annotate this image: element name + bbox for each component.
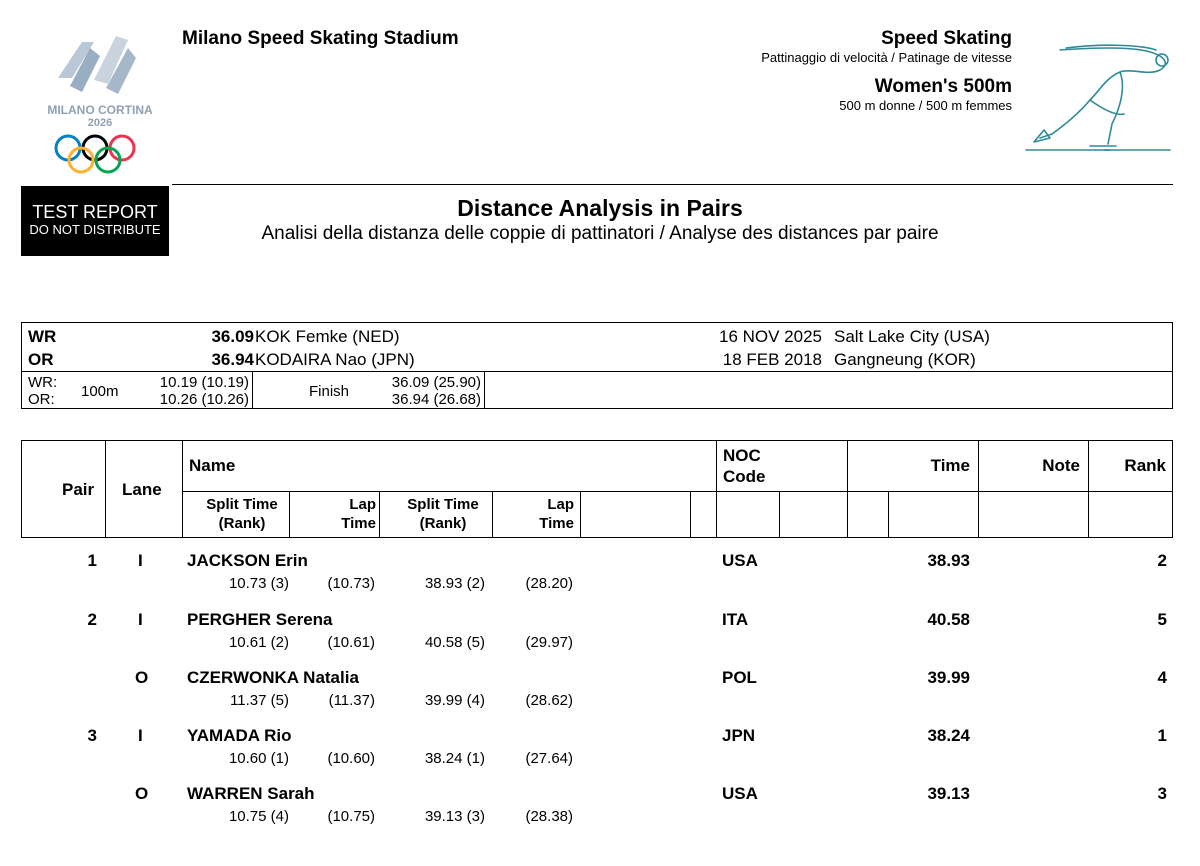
lap-header-line1: Lap: [547, 496, 574, 513]
col-header-name: Name: [189, 456, 236, 475]
event-name: Women's 500m: [874, 76, 1012, 97]
results-header: [21, 440, 1173, 538]
split-distance-label: 100m: [81, 383, 119, 400]
wr-label: WR:: [28, 374, 58, 391]
sport-translations: Pattinaggio di velocità / Patinage de vitesse: [761, 50, 1012, 65]
col-header-note: Note: [1042, 456, 1080, 475]
rank: 3: [1157, 784, 1167, 803]
split-2: 39.99 (4): [424, 692, 485, 709]
col-header-rank: Rank: [1124, 456, 1166, 475]
milano-cortina-2026-logo: [20, 18, 180, 178]
lane: I: [138, 551, 143, 570]
result-row: [21, 667, 1173, 725]
split-header-line1: Split Time: [206, 496, 278, 513]
col-header-pair: Pair: [62, 480, 95, 499]
lap-2: (28.62): [525, 692, 573, 709]
split-1: 10.73 (3): [228, 575, 289, 592]
rank: 4: [1157, 668, 1167, 687]
col-divider: [105, 441, 106, 537]
sub-divider: [379, 491, 380, 537]
final-time: 39.13: [927, 784, 970, 803]
col-divider: [716, 441, 717, 537]
pair-number: 2: [87, 610, 97, 629]
result-row: [21, 783, 1173, 841]
event-header: [761, 28, 1012, 114]
header-rule: [172, 184, 1173, 185]
split-1: 10.61 (2): [228, 634, 289, 651]
split-header-line2: (Rank): [218, 515, 266, 532]
lap-header-line1: Lap: [349, 496, 376, 513]
records-divider-v2: [484, 371, 485, 409]
rank: 5: [1157, 610, 1167, 629]
final-time: 40.58: [927, 610, 970, 629]
rank: 1: [1157, 726, 1167, 745]
noc-code: USA: [722, 551, 758, 570]
athlete-name: YAMADA Rio: [187, 726, 292, 745]
finish-label: Finish: [309, 383, 350, 400]
pair-number: 3: [87, 726, 97, 745]
record-holder: KOK Femke (NED): [255, 327, 400, 346]
or-finish: 36.94 (26.68): [391, 391, 481, 408]
final-time: 39.99: [927, 668, 970, 687]
final-time: 38.24: [927, 726, 970, 745]
sub-divider: [779, 491, 780, 537]
records-divider-v1: [252, 371, 253, 409]
lap-1: (10.75): [327, 808, 375, 825]
record-date: 18 FEB 2018: [722, 350, 822, 369]
noc-code: USA: [722, 784, 758, 803]
record-holder: KODAIRA Nao (JPN): [255, 350, 415, 369]
lap-header-2: [494, 495, 574, 533]
pair-number: 1: [87, 551, 97, 570]
lap-2: (29.97): [525, 634, 573, 651]
col-divider: [1088, 441, 1089, 537]
record-place: Gangneung (KOR): [834, 350, 976, 369]
report-subtitle: Analisi della distanza delle coppie di pattinatori / Analyse des distances par paire: [261, 223, 939, 244]
split-header-2: [388, 495, 498, 533]
wr-split: 10.19 (10.19): [159, 374, 249, 391]
col-header-noc: NOC: [723, 446, 761, 465]
lap-1: (10.60): [327, 750, 375, 767]
sub-divider: [690, 491, 691, 537]
split-header-line2: (Rank): [419, 515, 467, 532]
athlete-name: CZERWONKA Natalia: [187, 668, 359, 687]
split-1: 10.60 (1): [228, 750, 289, 767]
lap-header-line2: Time: [341, 515, 376, 532]
or-label: OR:: [28, 391, 55, 408]
result-row: [21, 550, 1173, 608]
lap-header-1: [292, 495, 376, 533]
split-2: 38.24 (1): [424, 750, 485, 767]
records-divider: [22, 371, 1172, 372]
venue-name: Milano Speed Skating Stadium: [182, 28, 459, 49]
report-title: Distance Analysis in Pairs: [457, 195, 743, 221]
noc-code: POL: [722, 668, 757, 687]
col-divider: [847, 441, 848, 537]
lap-2: (27.64): [525, 750, 573, 767]
lap-2: (28.38): [525, 808, 573, 825]
sub-divider: [580, 491, 581, 537]
lane: I: [138, 726, 143, 745]
record-row-wr: [22, 326, 1172, 348]
split-2: 38.93 (2): [424, 575, 485, 592]
split-2: 40.58 (5): [424, 634, 485, 651]
badge-line-1: TEST REPORT: [32, 202, 158, 222]
noc-code: ITA: [722, 610, 749, 629]
record-time: 36.09: [211, 327, 254, 346]
result-row: [21, 725, 1173, 783]
record-code: WR: [28, 327, 57, 346]
record-place: Salt Lake City (USA): [834, 327, 990, 346]
speed-skater-pictogram-icon: [1020, 38, 1180, 158]
col-header-lane: Lane: [122, 480, 162, 499]
col-divider: [182, 441, 183, 537]
split-1: 10.75 (4): [228, 808, 289, 825]
record-time: 36.94: [211, 350, 254, 369]
split-1: 11.37 (5): [230, 692, 289, 709]
lap-1: (10.61): [327, 634, 375, 651]
rank: 2: [1157, 551, 1167, 570]
sub-divider: [888, 491, 889, 537]
athlete-name: PERGHER Serena: [187, 610, 333, 629]
event-translations: 500 m donne / 500 m femmes: [839, 98, 1012, 113]
record-code: OR: [28, 350, 54, 369]
athlete-name: WARREN Sarah: [187, 784, 315, 803]
sport-name: Speed Skating: [881, 28, 1012, 49]
olympic-rings-icon: [56, 136, 134, 172]
wr-finish: 36.09 (25.90): [391, 374, 481, 391]
lap-header-line2: Time: [539, 515, 574, 532]
logo-text: MILANO CORTINA: [47, 103, 153, 117]
lap-1: (11.37): [328, 692, 375, 709]
lap-2: (28.20): [525, 575, 573, 592]
col-header-code: Code: [723, 467, 766, 486]
split-header-1: [192, 495, 292, 533]
records-box: [21, 322, 1173, 409]
split-2: 39.13 (3): [424, 808, 485, 825]
lane: O: [135, 668, 149, 687]
result-row: [21, 609, 1173, 667]
record-date: 16 NOV 2025: [718, 327, 822, 346]
final-time: 38.93: [927, 551, 970, 570]
logo-year: 2026: [87, 117, 113, 129]
split-header-line1: Split Time: [407, 496, 479, 513]
lane: O: [135, 784, 149, 803]
col-divider: [978, 441, 979, 537]
noc-code: JPN: [722, 726, 756, 745]
col-header-time: Time: [930, 456, 970, 475]
or-split: 10.26 (10.26): [159, 391, 249, 408]
badge-line-2: DO NOT DISTRIBUTE: [29, 222, 161, 237]
lane: I: [138, 610, 143, 629]
record-row-or: [22, 349, 1172, 371]
lap-1: (10.73): [327, 575, 375, 592]
athlete-name: JACKSON Erin: [187, 551, 308, 570]
header-divider: [182, 491, 1172, 492]
